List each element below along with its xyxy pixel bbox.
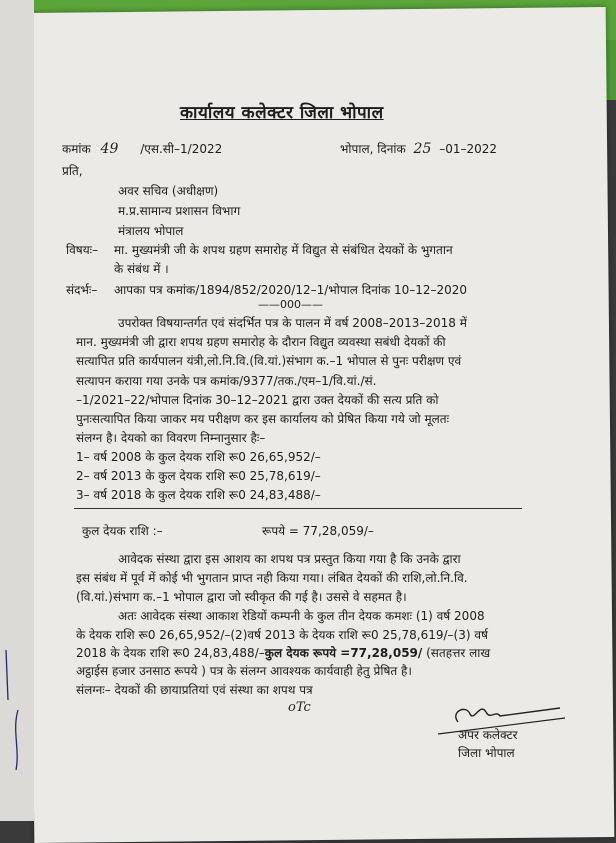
ref-code: /एस.सी–1/2022: [140, 142, 223, 156]
signature-line-2: जिला भोपाल: [458, 746, 515, 760]
office-title: कार्यालय कलेक्टर जिला भोपाल: [180, 103, 384, 123]
reference-label: संदर्भः–: [66, 283, 98, 297]
address-line-1: अवर सचिव (अधीक्षण): [118, 184, 219, 198]
divider: ——000——: [258, 298, 323, 311]
date-city: भोपाल, दिनांक: [340, 142, 406, 156]
ref-number: 49: [100, 141, 119, 157]
item-1: 1– वर्ष 2008 के कुल देयक राशि रू0 26,65,952/–: [76, 450, 321, 464]
para1-line-4: सत्यापन कराया गया उनके पत्र कमांक/9377/तक./एम–1/वि.यां./सं.: [76, 374, 377, 388]
total-label: कुल देयक राशि :–: [82, 524, 163, 538]
address-line-2: म.प्र.सामान्य प्रशासन विभाग: [118, 204, 241, 218]
signature-line-1: अपर कलेक्टर: [458, 728, 518, 742]
reference-text: आपका पत्र कमांक/1894/852/2020/12–1/भोपाल दिनांक 10–12–2020: [114, 283, 468, 297]
para3-line-2: के देयक राशि रू0 26,65,952/–(2)वर्ष 2013 के देयक राशि रू0 25,78,619/–(3) वर्ष: [76, 628, 488, 642]
para1-line-3: सत्यापित प्रति कार्यपालन यंत्री,लो.नि.वि.(वि.यां.)संभाग क.–1 भोपाल से पुनः परीक्षण एवं: [76, 354, 462, 368]
para3-line-3: [76, 644, 490, 661]
date-day: 25: [413, 141, 432, 157]
date-rest: –01–2022: [439, 142, 497, 156]
para3-2018-amount: 2018 के देयक राशि रू0 24,83,488/–: [76, 646, 265, 660]
prati: प्रति,: [62, 164, 83, 178]
subject-line-2: के संबंध में ।: [114, 262, 169, 276]
address-line-3: मंत्रालय भोपाल: [118, 224, 184, 238]
para3-line-4: अट्ठाईस हजार उनसाठ रूपये ) पत्र के संलग्न आवश्यक कार्यवाही हेतु प्रेषित है।: [76, 664, 412, 678]
subject-label: विषयः–: [66, 243, 99, 257]
para2-line-2: इस संबंध में पूर्व में कोई भी भुगतान प्राप्त नही किया गया। लंबित देयकों की राशि,लो.नि.वि.: [76, 571, 468, 585]
initials: oTc: [288, 700, 311, 715]
para1-line-2: मान. मुख्यमंत्री जी द्वारा शपथ ग्रहण समारोह के दौरान विद्युत व्यवस्था सबंधी देयकों की: [76, 335, 446, 349]
subject-line-1: मा. मुख्यमंत्री जी के शपथ ग्रहण समारोह में विद्युत से संबंधित देयकों के भुगतान: [114, 243, 453, 257]
margin-ink-marks: [0, 640, 40, 790]
ref-label: कमांक: [62, 142, 91, 156]
item-2: 2– वर्ष 2013 के कुल देयक राशि रू0 25,78,619/–: [76, 469, 321, 483]
para1-line-1: उपरोक्त विषयान्तर्गत एवं संदर्भित पत्र के पालन में वर्ष 2008–2013–2018 में: [118, 316, 467, 330]
para2-line-3: (वि.यां.)संभाग क.–1 भोपाल द्वारा जो स्वीकृत की गई है। उससे वे सहमत है।: [76, 590, 407, 604]
para1-line-5: –1/2021–22/भोपाल दिनांक 30–12–2021 द्वारा उक्त देयकों की सत्य प्रति को: [76, 393, 439, 407]
para2-line-1: आवेदक संस्था द्वारा इस आशय का शपथ पत्र प्रस्तुत किया गया है कि उनके द्वारा: [118, 552, 461, 566]
para3-line-1: अतः आवेदक संस्था आकाश रेडियों कम्पनी के कुल तीन देयक कमशः (1) वर्ष 2008: [118, 609, 485, 623]
para3-total-bold: कुल देयक रूपये =77,28,059/: [264, 646, 423, 660]
enclosure: संलग्नः– देयकों की छायाप्रतियां एवं संस्था का शपथ पत्र: [76, 683, 313, 697]
item-3: 3– वर्ष 2018 के कुल देयक राशि रू0 24,83,488/–: [76, 488, 321, 502]
total-value: रूपये = 77,28,059/–: [262, 524, 374, 538]
para1-line-6: पुनःसत्यापित किया जाकर मय परीक्षण कर इस कार्यालय को प्रेषित किया गये जो मूलतः: [76, 412, 450, 426]
para3-words-start: (सतहत्तर लाख: [426, 646, 491, 660]
ref-line: [62, 140, 222, 157]
date-line: [340, 140, 497, 157]
total-rule: [74, 508, 522, 509]
para1-line-7: संलग्न है। देयको का विवरण निम्नानुसार हैः–: [76, 431, 266, 445]
